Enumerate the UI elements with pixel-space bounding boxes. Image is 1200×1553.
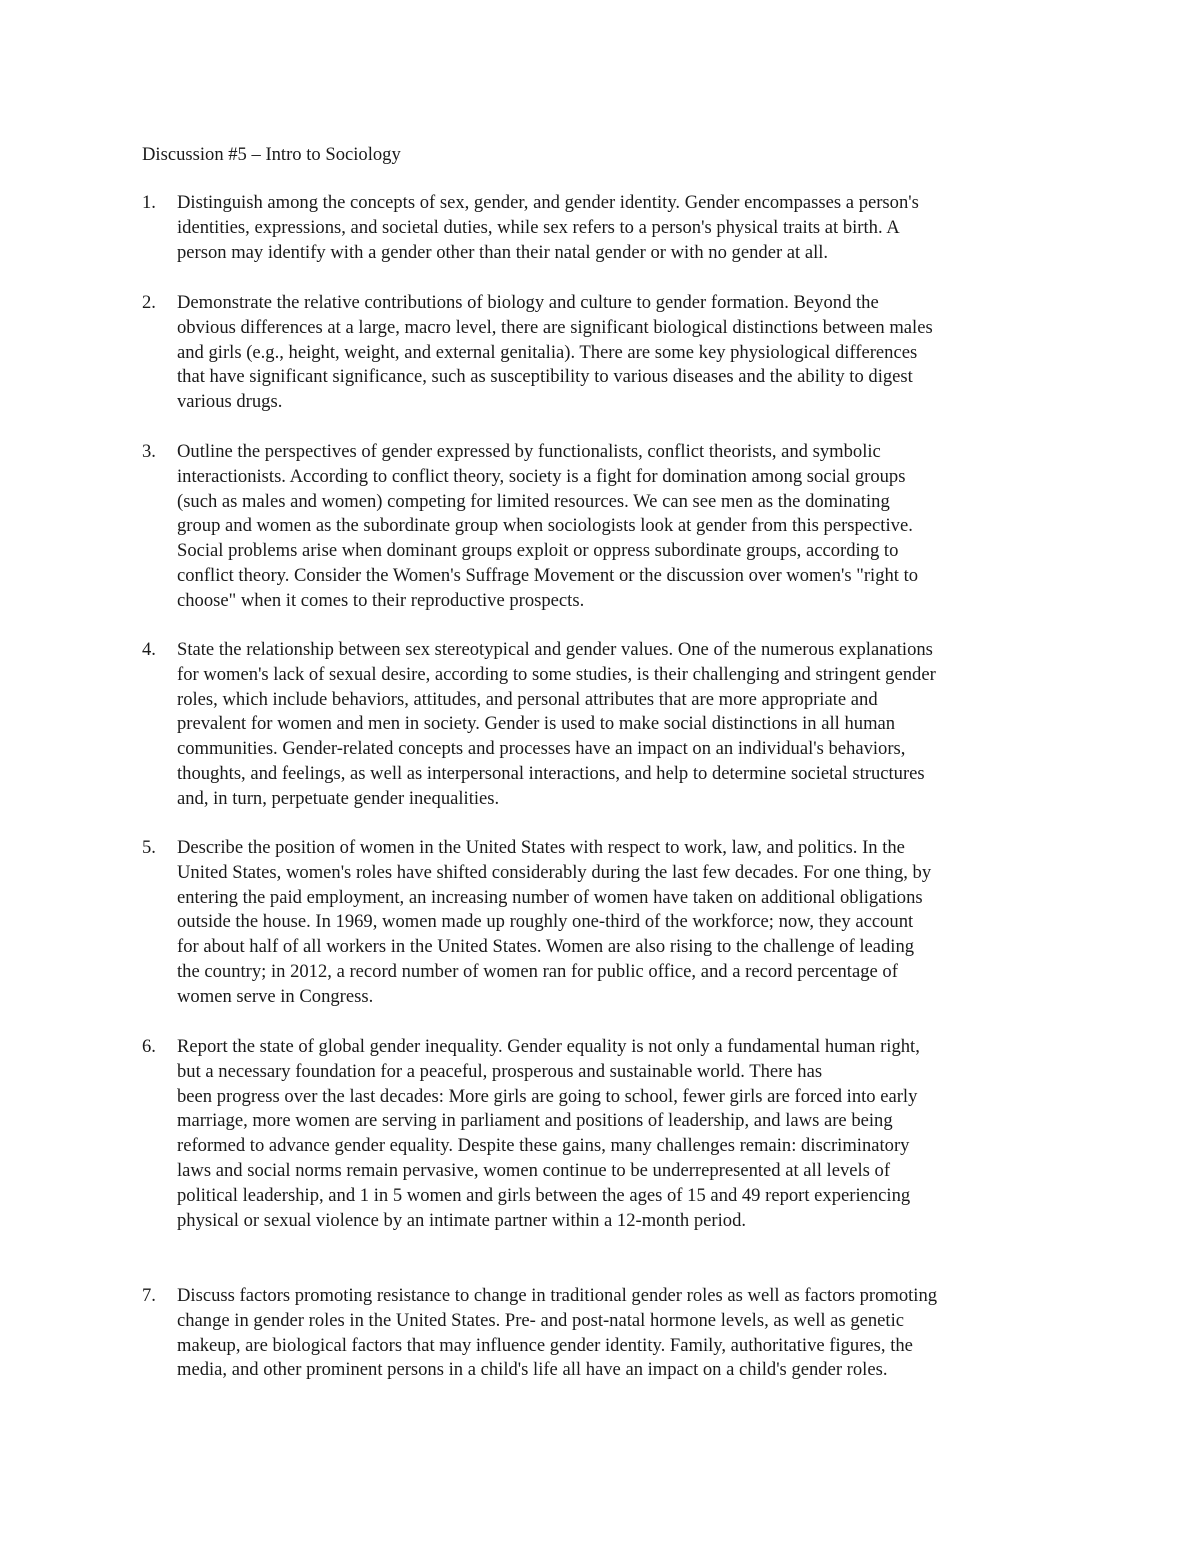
item-number: 3. — [142, 441, 156, 462]
item-text: Demonstrate the relative contributions of biology and culture to gender formation. Beyond the obvious differences at a large, macro level, there are significant biological distinctions between males and girls (e.g., height, weight, and external genitalia). There are some key physiological differences that have significant significance, such as susceptibility to various diseases and the ability to digest various drugs. — [177, 292, 933, 413]
list-item-6 — [142, 1035, 1072, 1233]
item-text: Discuss factors promoting resistance to change in traditional gender roles as well as factors promoting change in gender roles in the United States. Pre- and post-natal hormone levels, as well as genetic makeup, are biological factors that may influence gender identity. Family, authoritative figures, the media, and other prominent persons in a child's life all have an impact on a child's gender roles. — [177, 1285, 938, 1381]
item-number: 4. — [142, 639, 156, 660]
list-item-2 — [142, 291, 1072, 415]
list-item-3 — [142, 440, 1072, 614]
item-number: 5. — [142, 837, 156, 858]
item-number: 7. — [142, 1285, 156, 1306]
item-text: Report the state of global gender inequality. Gender equality is not only a fundamental human right, but a necessary foundation for a peaceful, prosperous and sustainable world. There has been progress over the last decades: More girls are going to school, fewer girls are forced into early marriage, more women are serving in parliament and positions of leadership, and laws are being reformed to advance gender equality. Despite these gains, many challenges remain: discriminatory laws and social norms remain pervasive, women continue to be underrepresented at all levels of political leadership, and 1 in 5 women and girls between the ages of 15 and 49 report experiencing physical or sexual violence by an intimate partner within a 12-month period. — [177, 1036, 920, 1231]
item-text: State the relationship between sex stereotypical and gender values. One of the numerous explanations for women's lack of sexual desire, according to some studies, is their challenging and stringent gender roles, which include behaviors, attitudes, and personal attributes that are more appropriate and prevalent for women and men in society. Gender is used to make social distinctions in all human communities. Gender-related concepts and processes have an impact on an individual's behaviors, thoughts, and feelings, as well as interpersonal interactions, and help to determine societal structures and, in turn, perpetuate gender inequalities. — [177, 639, 936, 809]
item-text: Distinguish among the concepts of sex, gender, and gender identity. Gender encompasses a person's identities, expressions, and societal duties, while sex refers to a person's physical traits at birth. A person may identify with a gender other than their natal gender or with no gender at all. — [177, 192, 919, 263]
list-item-4 — [142, 638, 1072, 812]
document-title: Discussion #5 – Intro to Sociology — [142, 144, 401, 165]
item-number: 1. — [142, 192, 156, 213]
item-text: Outline the perspectives of gender expressed by functionalists, conflict theorists, and symbolic interactionists. According to conflict theory, society is a fight for domination among social groups (such as males and women) competing for limited resources. We can see men as the dominating group and women as the subordinate group when sociologists look at gender from this perspective. Social problems arise when dominant groups exploit or oppress subordinate groups, according to conflict theory. Consider the Women's Suffrage Movement or the discussion over women's "right to choose" when it comes to their reproductive prospects. — [177, 441, 919, 611]
list-item-7 — [142, 1284, 1072, 1383]
list-item-1 — [142, 191, 1072, 265]
list-item-5 — [142, 836, 1072, 1010]
item-number: 6. — [142, 1036, 156, 1057]
item-number: 2. — [142, 292, 156, 313]
item-text: Describe the position of women in the United States with respect to work, law, and politics. In the United States, women's roles have shifted considerably during the last few decades. For one thing, by entering the paid employment, an increasing number of women have taken on additional obligations outside the house. In 1969, women made up roughly one-third of the workforce; now, they account for about half of all workers in the United States. Women are also rising to the challenge of leading the country; in 2012, a record number of women ran for public office, and a record percentage of women serve in Congress. — [177, 837, 932, 1007]
